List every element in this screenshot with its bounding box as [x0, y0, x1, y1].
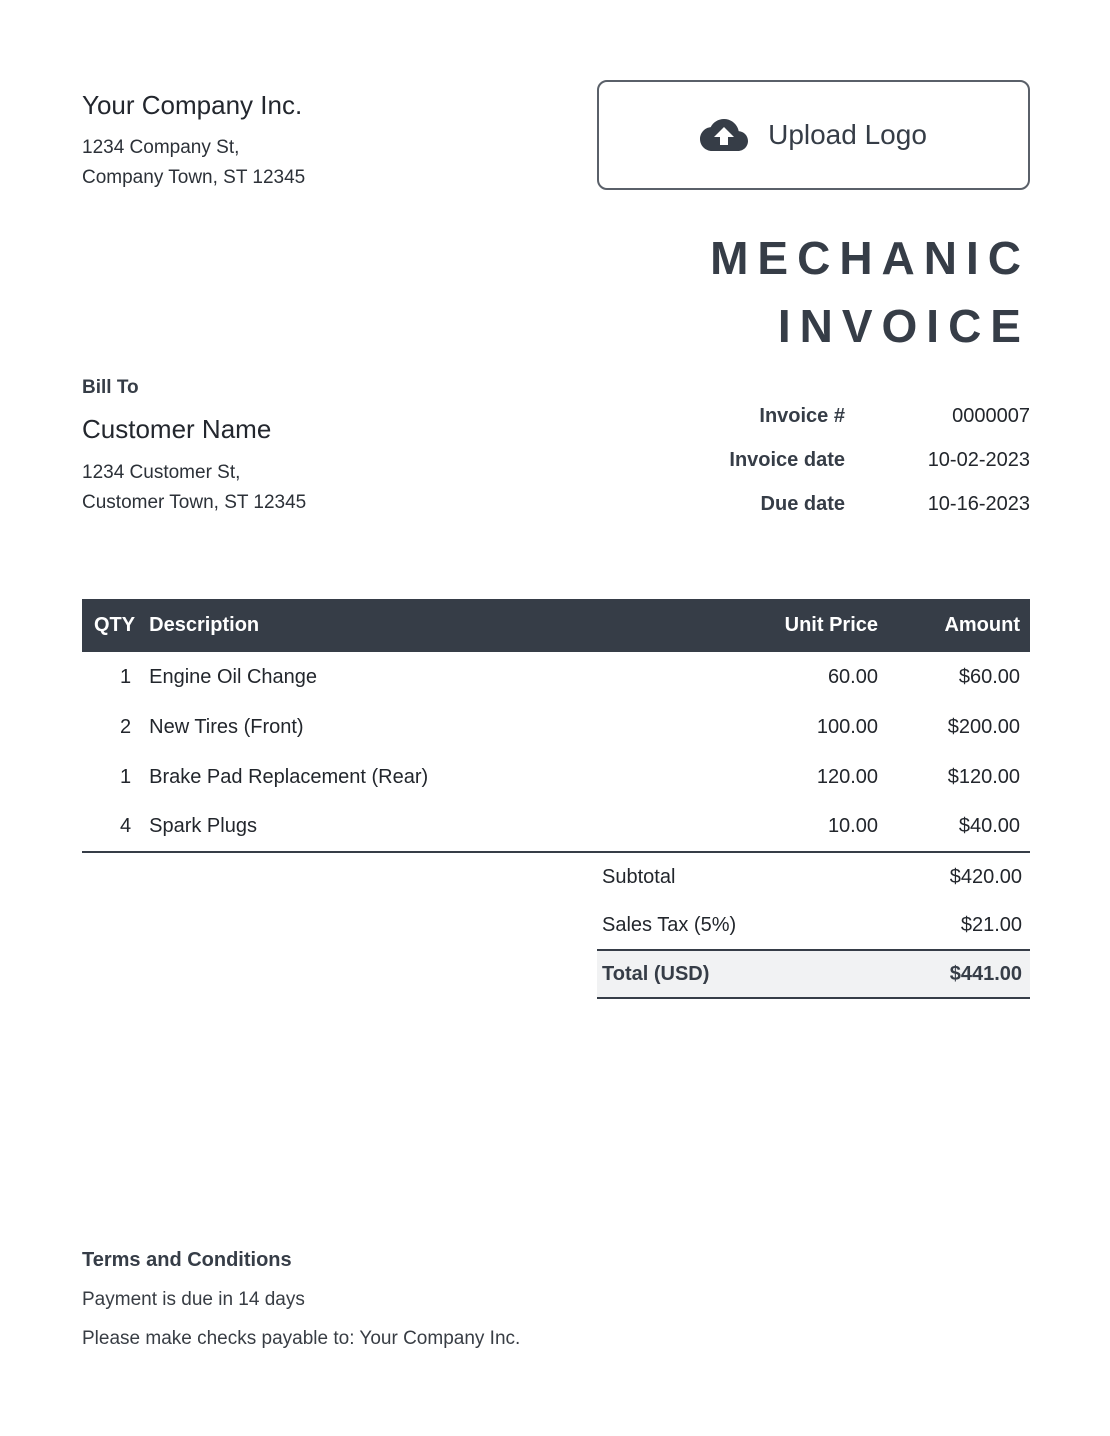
- due-date-row: [590, 482, 1030, 526]
- item-description: Brake Pad Replacement (Rear): [149, 765, 429, 788]
- total-label: Total (USD): [602, 962, 710, 985]
- item-qty: 1: [120, 765, 132, 788]
- sales-tax-label: Sales Tax (5%): [602, 913, 737, 936]
- item-description: Engine Oil Change: [149, 665, 318, 688]
- description-column-header: Description: [149, 614, 260, 636]
- qty-column-header: QTY: [94, 614, 136, 636]
- customer-name: Customer Name: [82, 414, 272, 444]
- item-amount: $60.00: [958, 665, 1020, 688]
- invoice-date-label: Invoice date: [729, 448, 845, 471]
- amount-column-header: Amount: [944, 614, 1020, 636]
- item-amount: $40.00: [878, 802, 1030, 852]
- item-amount: $200.00: [947, 715, 1020, 738]
- invoice-date-value: 10-02-2023: [927, 448, 1030, 471]
- company-address: [82, 133, 305, 193]
- item-unit-price: 120.00: [816, 765, 878, 788]
- cloud-upload-icon: [700, 116, 748, 154]
- subtotal-label: Subtotal: [602, 865, 676, 888]
- invoice-number-label: Invoice #: [759, 404, 845, 427]
- company-name: Your Company Inc.: [82, 90, 303, 120]
- upload-logo-button[interactable]: [597, 80, 1030, 190]
- total-value: $441.00: [949, 962, 1022, 985]
- item-unit-price: 10.00: [728, 802, 878, 852]
- company-address-line1: 1234 Company St,: [82, 137, 240, 158]
- unit-price-column-header: Unit Price: [784, 614, 878, 636]
- invoice-date-row: [590, 438, 1030, 482]
- table-row: [82, 652, 1030, 702]
- terms-heading: Terms and Conditions: [82, 1249, 292, 1271]
- subtotal-row: [597, 853, 1030, 901]
- terms-line-1: Payment is due in 14 days: [82, 1289, 305, 1310]
- total-row: [597, 949, 1030, 999]
- table-row: [82, 702, 1030, 752]
- company-address-line2: Company Town, ST 12345: [82, 167, 306, 188]
- item-qty: 1: [120, 665, 132, 688]
- customer-address: [82, 458, 306, 518]
- invoice-number-value: 0000007: [952, 404, 1030, 427]
- invoice-meta-block: [590, 376, 1030, 526]
- upload-logo-label: Upload Logo: [768, 119, 927, 150]
- bill-to-block: [82, 376, 306, 518]
- billing-meta-row: [82, 376, 1030, 526]
- item-description: New Tires (Front): [149, 715, 304, 738]
- customer-address-line2: Customer Town, ST 12345: [82, 492, 307, 513]
- item-unit-price: 100.00: [816, 715, 878, 738]
- table-row: [82, 752, 1030, 802]
- terms-section: [82, 1249, 1030, 1350]
- items-header-row: [82, 599, 1030, 652]
- header-row: [82, 80, 1030, 193]
- terms-line-2: Please make checks payable to: Your Company Inc.: [82, 1328, 521, 1349]
- document-title-line1: MECHANIC: [710, 232, 1030, 284]
- item-qty: 4: [82, 802, 135, 852]
- due-date-label: Due date: [760, 492, 845, 515]
- due-date-value: 10-16-2023: [927, 492, 1030, 515]
- company-block: [82, 80, 305, 193]
- item-unit-price: 60.00: [827, 665, 878, 688]
- item-description: Spark Plugs: [135, 802, 728, 852]
- table-row: [82, 802, 1030, 852]
- items-table: [82, 599, 1030, 853]
- invoice-number-row: [590, 394, 1030, 438]
- bill-to-heading: Bill To: [82, 377, 139, 398]
- customer-address-line1: 1234 Customer St,: [82, 462, 241, 483]
- document-title-line2: INVOICE: [777, 300, 1030, 352]
- item-amount: $120.00: [947, 765, 1020, 788]
- document-title: [82, 224, 1030, 360]
- sales-tax-value: $21.00: [960, 913, 1022, 936]
- items-table-header: [82, 599, 1030, 652]
- subtotal-value: $420.00: [949, 865, 1022, 888]
- totals-block: [597, 853, 1030, 999]
- sales-tax-row: [597, 901, 1030, 949]
- item-qty: 2: [120, 715, 132, 738]
